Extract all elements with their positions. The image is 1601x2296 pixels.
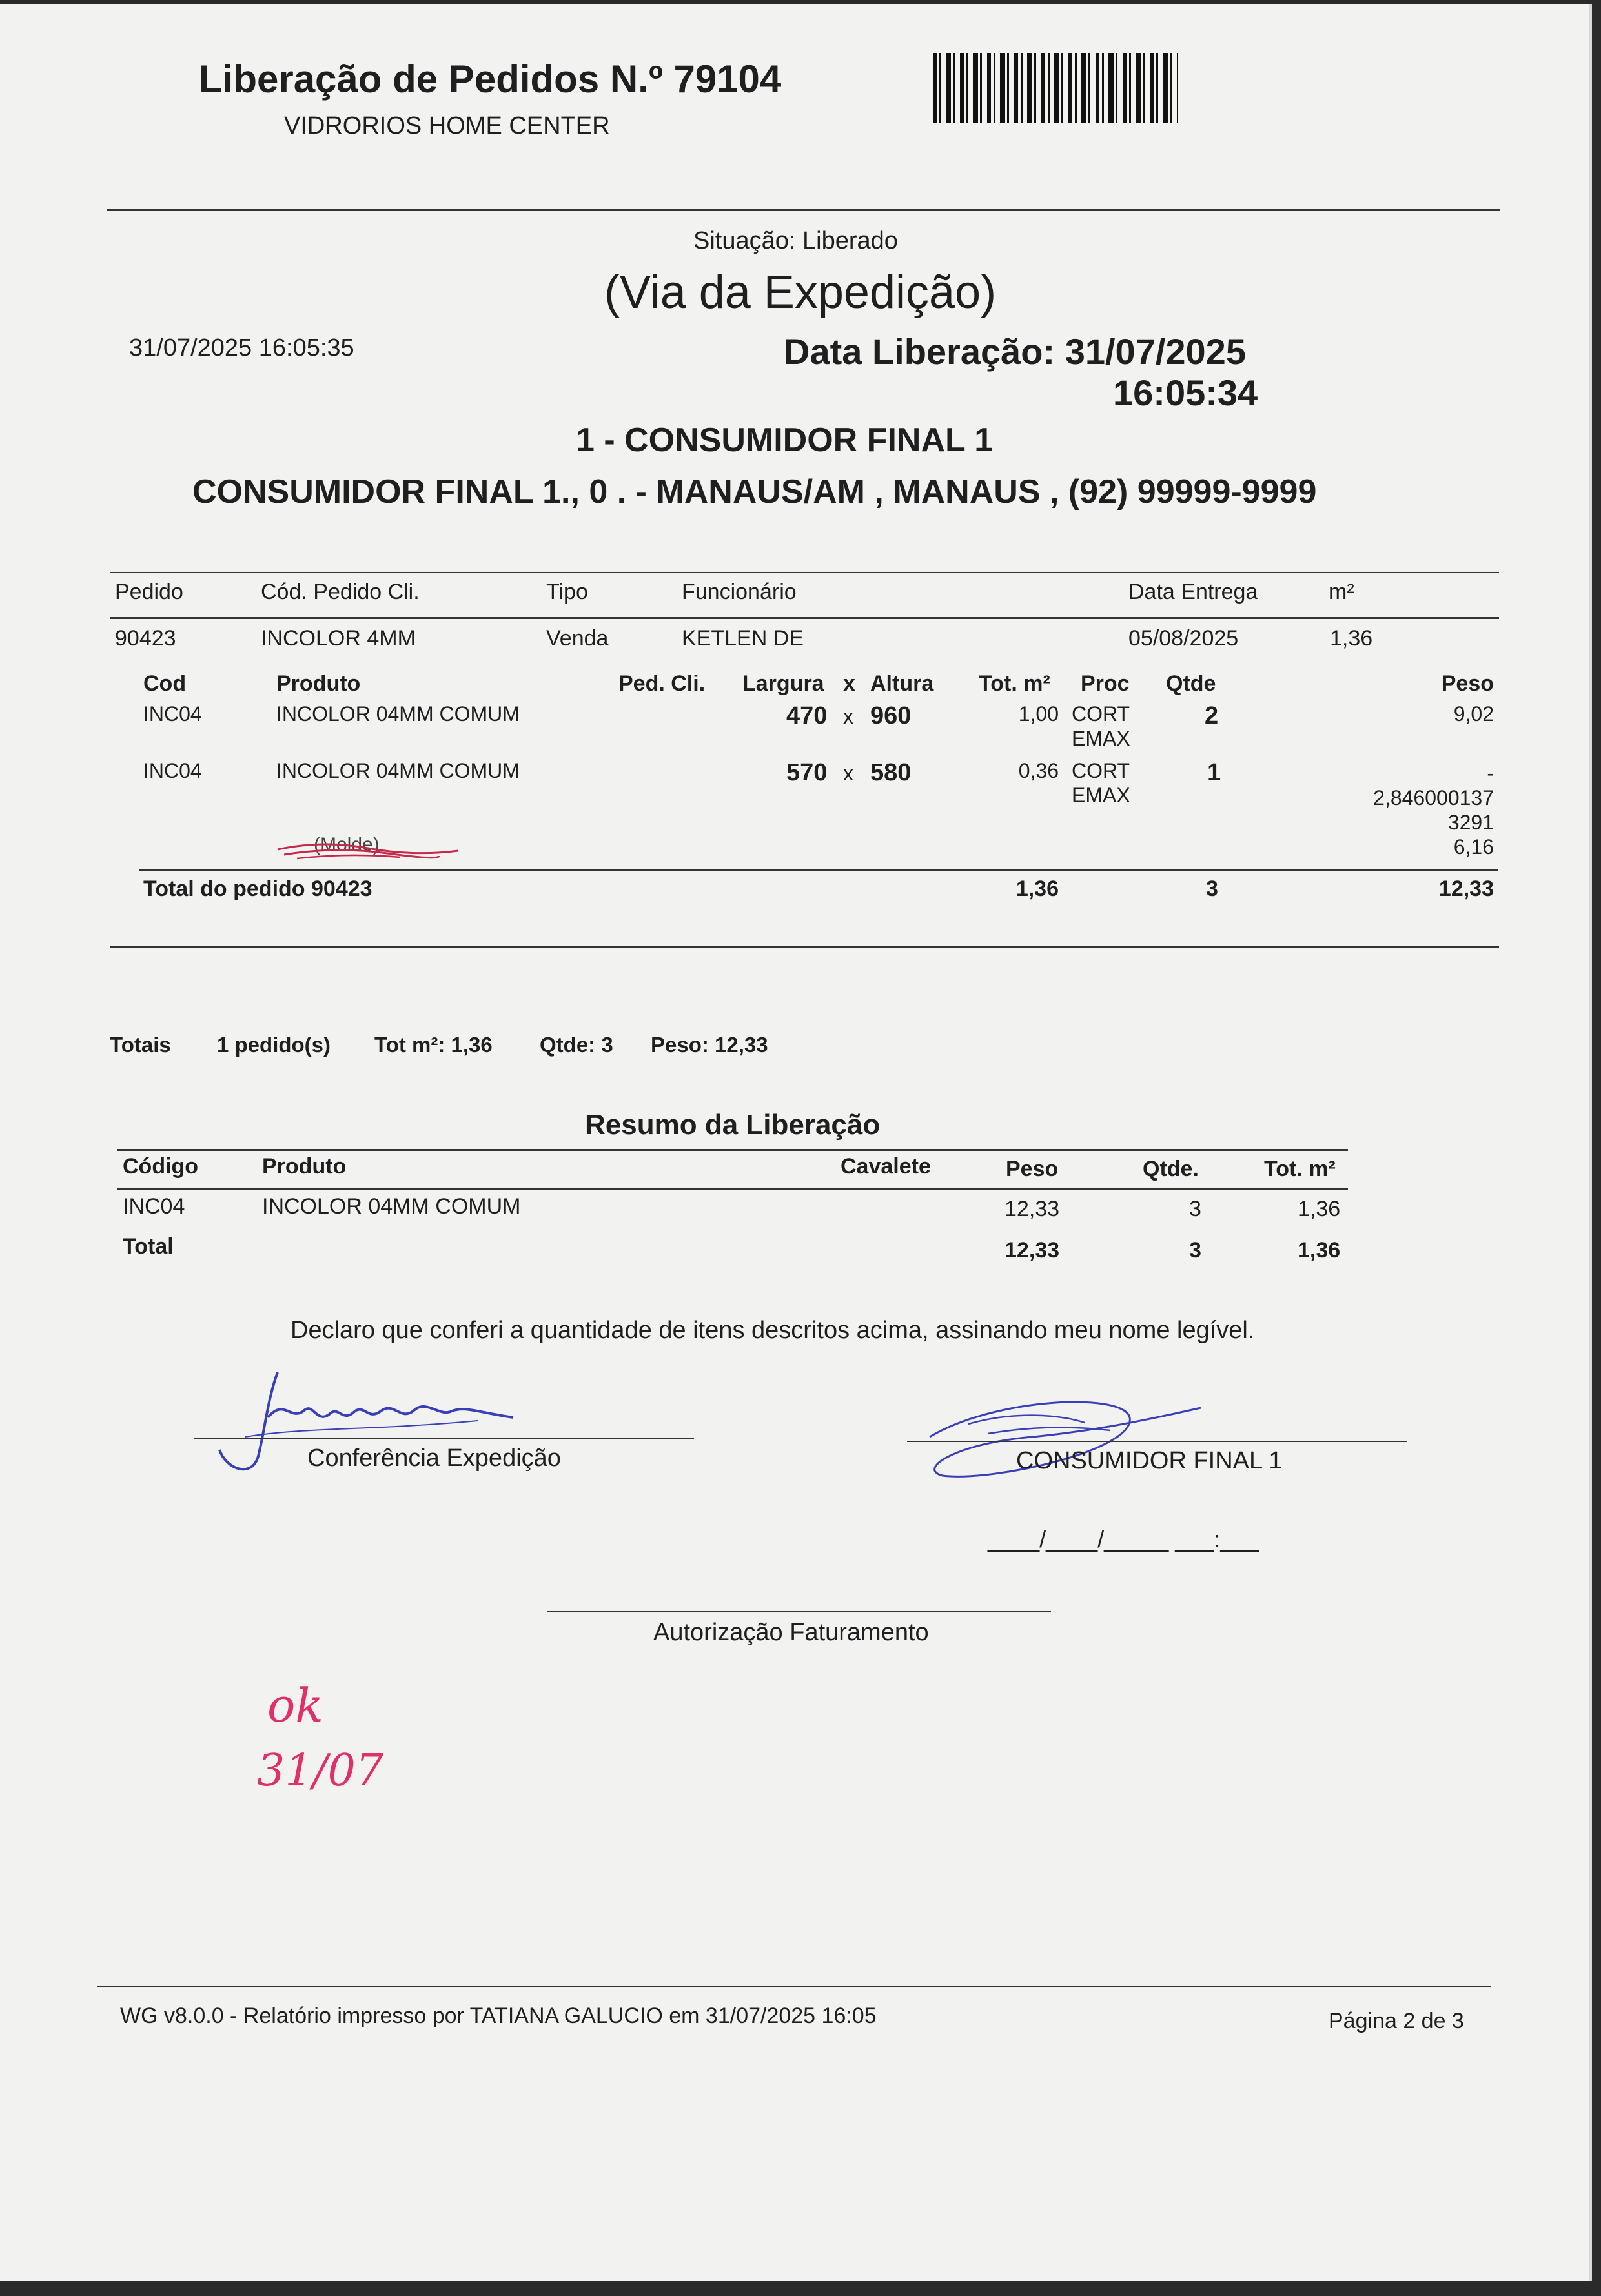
footer-rule xyxy=(97,1986,1491,1987)
totais-label: Totais xyxy=(110,1033,171,1057)
order-col-m2: m² xyxy=(1329,580,1354,604)
resumo-title: Resumo da Liberação xyxy=(585,1109,881,1141)
resumo-total-label: Total xyxy=(123,1234,174,1259)
document-page xyxy=(0,4,1592,2281)
resumo-total-qtde: 3 xyxy=(1189,1238,1201,1263)
order-funcionario: KETLEN DE xyxy=(682,626,804,651)
order-cod-pedido-cli: INCOLOR 4MM xyxy=(261,626,416,651)
item-qtde: 2 xyxy=(1205,702,1219,729)
resumo-top-rule xyxy=(117,1149,1348,1151)
items-total-rule xyxy=(139,869,1498,871)
print-datetime: 31/07/2025 16:05:35 xyxy=(129,334,354,361)
items-col-produto: Produto xyxy=(276,671,361,696)
item-altura: 580 xyxy=(870,759,912,786)
declaration-text: Declaro que conferi a quantidade de itens descritos acima, assinando meu nome legível. xyxy=(291,1317,1255,1344)
resumo-tot-m2: 1,36 xyxy=(1298,1197,1341,1221)
item-produto: INCOLOR 04MM COMUM xyxy=(276,759,520,782)
resumo-col-tot-m2: Tot. m² xyxy=(1264,1157,1336,1181)
resumo-col-codigo: Código xyxy=(123,1154,199,1179)
header-divider xyxy=(107,209,1500,211)
order-col-pedido: Pedido xyxy=(115,580,183,604)
order-total-peso: 12,33 xyxy=(1438,877,1494,901)
item-x: x xyxy=(843,705,853,728)
order-total-label: Total do pedido 90423 xyxy=(143,877,372,901)
resumo-total-peso: 12,33 xyxy=(1004,1238,1060,1263)
item-peso-line-2: 2,846000137 xyxy=(1373,786,1494,809)
item-cod: INC04 xyxy=(143,702,202,726)
totais-qtde: Qtde: 3 xyxy=(540,1033,613,1057)
order-section-bottom-rule xyxy=(110,946,1499,948)
item-peso-line-3: 3291 xyxy=(1447,811,1494,834)
autorizacao-label: Autorização Faturamento xyxy=(653,1619,929,1646)
items-col-altura: Altura xyxy=(870,671,934,696)
resumo-codigo: INC04 xyxy=(123,1194,185,1219)
resumo-peso: 12,33 xyxy=(1004,1197,1060,1221)
order-header-bottom-rule xyxy=(110,617,1499,619)
order-total-m2: 1,36 xyxy=(1015,877,1059,901)
items-col-largura: Largura xyxy=(742,671,824,696)
totais-peso: Peso: 12,33 xyxy=(651,1033,768,1057)
footer-page: Página 2 de 3 xyxy=(1329,2009,1464,2033)
item-largura: 470 xyxy=(786,702,828,729)
item-proc-2: EMAX xyxy=(1072,784,1130,807)
order-col-cod-pedido-cli: Cód. Pedido Cli. xyxy=(261,580,420,604)
items-col-ped-cli: Ped. Cli. xyxy=(618,671,706,696)
items-col-x: x xyxy=(843,671,855,696)
item-proc-2: EMAX xyxy=(1072,727,1130,750)
sign-left-line xyxy=(194,1438,694,1439)
sign-right-line xyxy=(907,1441,1407,1442)
items-col-proc: Proc xyxy=(1081,671,1130,696)
item-peso-line-4: 6,16 xyxy=(1453,835,1494,858)
item-tot-m2: 0,36 xyxy=(1018,759,1059,782)
order-tipo: Venda xyxy=(546,626,609,651)
company-name: VIDRORIOS HOME CENTER xyxy=(284,112,610,139)
sign-left-label: Conferência Expedição xyxy=(307,1445,561,1472)
totais-m2: Tot m²: 1,36 xyxy=(374,1033,493,1057)
order-total-qtde: 3 xyxy=(1206,877,1218,901)
sign-right-label: CONSUMIDOR FINAL 1 xyxy=(1016,1447,1283,1474)
resumo-col-peso: Peso xyxy=(1006,1157,1059,1181)
item-tot-m2: 1,00 xyxy=(1018,702,1059,726)
via-label: (Via da Expedição) xyxy=(604,267,997,318)
items-col-tot-m2: Tot. m² xyxy=(979,671,1050,696)
client-address: CONSUMIDOR FINAL 1., 0 . - MANAUS/AM , MANAUS , (92) 99999-9999 xyxy=(192,473,1317,511)
resumo-col-cavalete: Cavalete xyxy=(841,1154,931,1179)
item-x: x xyxy=(843,762,853,785)
document-title: Liberação de Pedidos N.º 79104 xyxy=(199,57,782,101)
item-altura: 960 xyxy=(870,702,912,729)
item-proc-1: CORT xyxy=(1072,702,1130,726)
molde-scribble xyxy=(271,837,465,869)
footer-printed-by: WG v8.0.0 - Relatório impresso por TATIANA GALUCIO em 31/07/2025 16:05 xyxy=(120,2004,877,2028)
resumo-col-qtde: Qtde. xyxy=(1143,1157,1199,1181)
autorizacao-line xyxy=(547,1611,1051,1612)
molde-label: (Molde) xyxy=(314,834,380,855)
order-col-funcionario: Funcionário xyxy=(682,580,797,604)
order-col-data-entrega: Data Entrega xyxy=(1128,580,1258,604)
barcode xyxy=(933,53,1178,123)
order-data-entrega: 05/08/2025 xyxy=(1128,626,1239,651)
item-largura: 570 xyxy=(786,759,828,786)
order-pedido: 90423 xyxy=(115,626,176,651)
items-col-cod: Cod xyxy=(143,671,187,696)
item-peso-line-1: - xyxy=(1487,762,1494,785)
resumo-header-rule xyxy=(117,1188,1348,1190)
order-col-tipo: Tipo xyxy=(546,580,588,604)
client-name: 1 - CONSUMIDOR FINAL 1 xyxy=(576,422,994,459)
situacao-label: Situação: Liberado xyxy=(693,227,898,254)
data-liberacao: Data Liberação: 31/07/2025 xyxy=(784,331,1246,372)
handwritten-ok: ok xyxy=(267,1678,323,1732)
date-blank: ____/____/_____ ___:___ xyxy=(988,1526,1259,1552)
data-liberacao-time: 16:05:34 xyxy=(1113,372,1258,413)
item-cod: INC04 xyxy=(143,759,202,782)
item-peso: 9,02 xyxy=(1453,702,1494,726)
item-qtde: 1 xyxy=(1207,759,1221,786)
resumo-col-produto: Produto xyxy=(262,1154,347,1179)
resumo-total-tot-m2: 1,36 xyxy=(1298,1238,1341,1263)
item-proc-1: CORT xyxy=(1072,759,1130,782)
order-m2: 1,36 xyxy=(1330,626,1373,651)
items-col-qtde: Qtde xyxy=(1166,671,1216,696)
resumo-qtde: 3 xyxy=(1189,1197,1201,1221)
resumo-produto: INCOLOR 04MM COMUM xyxy=(262,1194,521,1219)
item-produto: INCOLOR 04MM COMUM xyxy=(276,702,520,726)
items-col-peso: Peso xyxy=(1441,671,1494,696)
handwritten-date: 31/07 xyxy=(257,1745,383,1796)
order-header-top-rule xyxy=(110,572,1499,573)
totais-pedidos: 1 pedido(s) xyxy=(217,1033,331,1057)
